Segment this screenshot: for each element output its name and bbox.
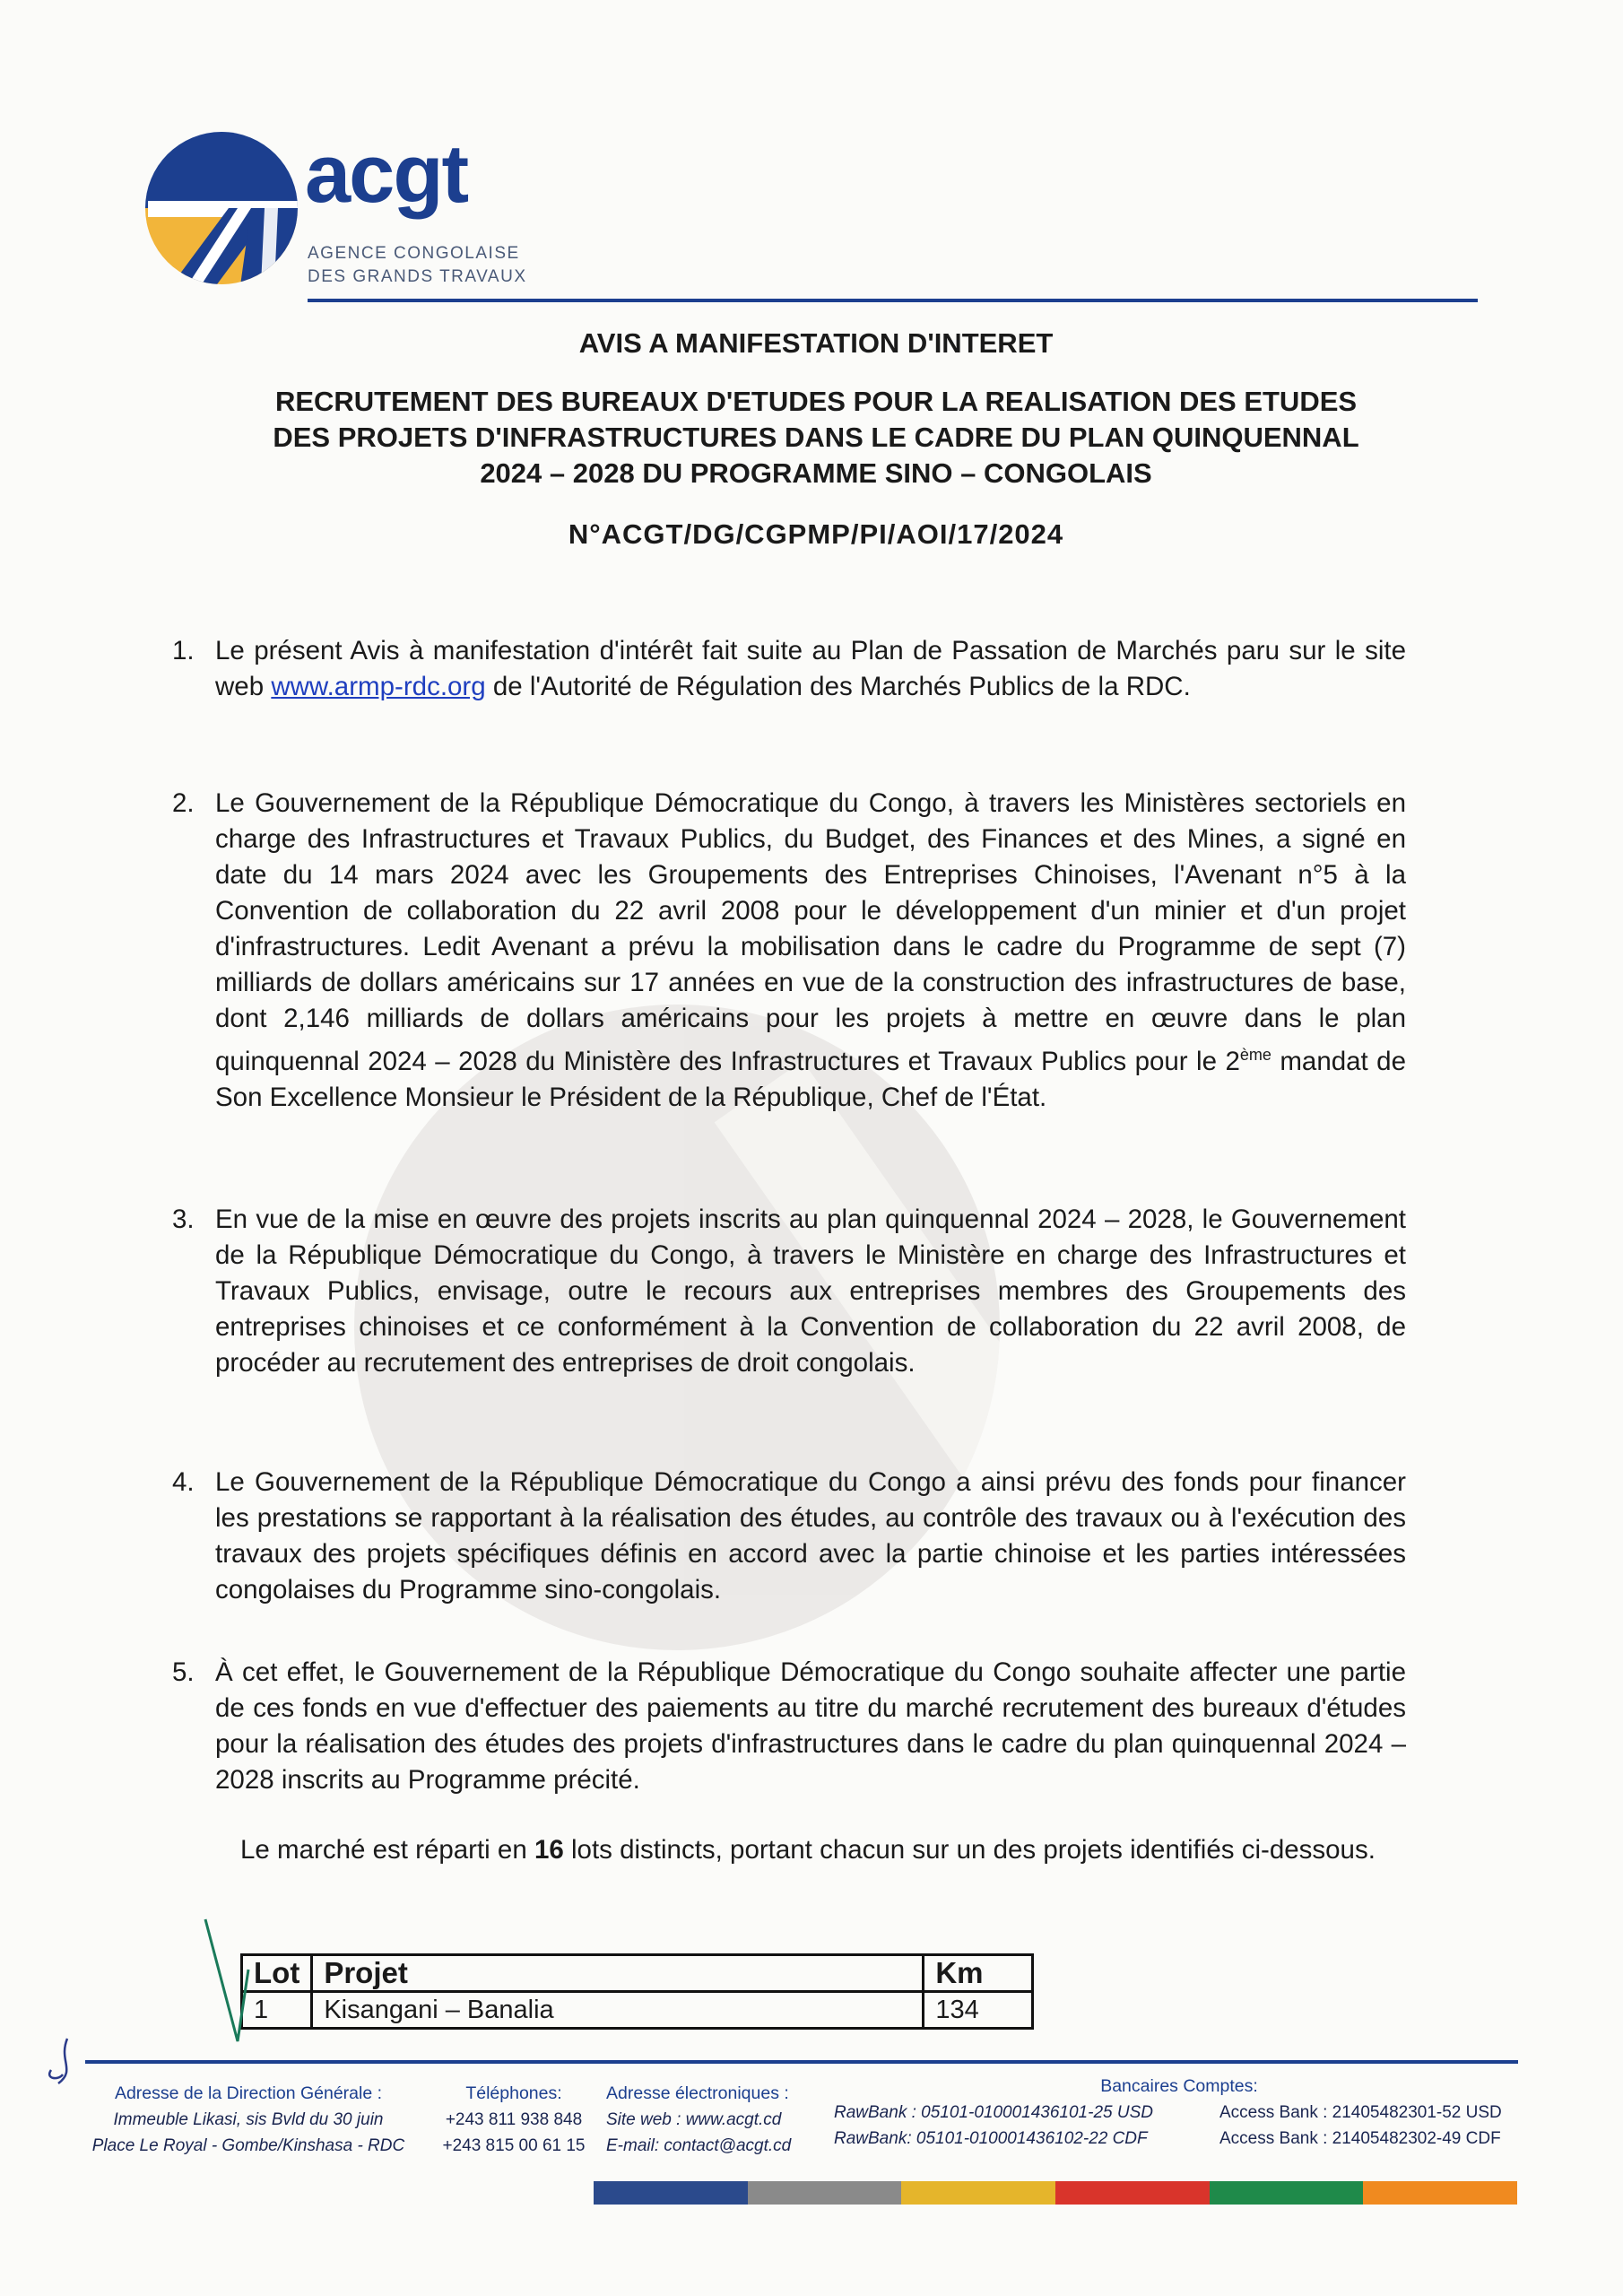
color-segment <box>1363 2181 1517 2205</box>
color-segment <box>594 2181 748 2205</box>
bank-row: RawBank: 05101-010001436102-22 CDF Access Bank : 21405482302-49 CDF <box>834 2129 1501 2148</box>
table-header-row <box>242 1955 1033 1992</box>
footer-electronic: Adresse électroniques : Site web : www.acgt.cd E-mail: contact@acgt.cd <box>606 2083 792 2155</box>
acgt-logo-icon <box>139 126 309 296</box>
paragraph-1: 1. Le présent Avis à manifestation d'intérêt fait suite au Plan de Passation de Marchés paru sur le site web www.armp-rdc.org de l'Autorité de Régulation des Marchés Publics de la RDC. <box>172 636 1406 701</box>
paragraph-2: 2. Le Gouvernement de la République Démocratique du Congo, à travers les Ministères sectoriels en charge des Infrastructures et Travaux Publics, du Budget, des Finances et des Mines, a signé en date du 14 mars 2024 avec les Groupements des Entreprises Chinoises, l'Avenant n°5 à la Convention de collaboration du 22 avril 2008 pour le développement d'un minier et d'un projet d'infrastructures. Ledit Avenant a prévu la mobilisation dans le cadre du Programme de sept (7) milliards de dollars américains sur 17 années en vue de la construction des infrastructures de base, dont 2,146 milliards de dollars américains pour les projets à mettre en œuvre dans le plan quinquennal 2024 – 2028 du Ministère des Infrastructures et Travaux Publics pour le 2ème mandat de Son Excellence Monsieur le Président de la République, Chef de l'État. <box>172 788 1406 1112</box>
header-projet: Projet <box>312 1955 924 1992</box>
color-segment <box>901 2181 1055 2205</box>
cell-lot: 1 <box>242 1992 312 2029</box>
cell-projet: Kisangani – Banalia <box>312 1992 924 2029</box>
paragraph-lots-intro: Le marché est réparti en 16 lots distincts, portant chacun sur un des projets identifiés ci-dessous. <box>240 1835 1376 1865</box>
footer-phones: Téléphones: +243 811 938 848 +243 815 00 61 15 <box>442 2083 586 2155</box>
handwritten-tick-mark <box>202 1916 256 2050</box>
footer-email-link[interactable]: E-mail: contact@acgt.cd <box>606 2136 792 2155</box>
color-segment <box>748 2181 902 2205</box>
bank-row: RawBank : 05101-010001436101-25 USD Access Bank : 21405482301-52 USD <box>834 2103 1502 2122</box>
paragraph-5: 5. À cet effet, le Gouvernement de la République Démocratique du Congo souhaite affecter une partie de ces fonds en vue d'effectuer des paiements au titre du marché recrutement des bureaux d'études pour la réalisation des études des projets d'infrastructures dans le cadre du plan quinquennal 2024 – 2028 inscrits au Programme précité. <box>172 1657 1406 1795</box>
footer-address: Adresse de la Direction Générale : Immeuble Likasi, sis Bvld du 30 juin Place Le Royal - Gombe/Kinshasa - RDC <box>91 2083 405 2155</box>
color-segment <box>1210 2181 1364 2205</box>
header-divider <box>308 299 1478 302</box>
footer-bank-accounts: Bancaires Comptes: RawBank : 05101-010001436101-25 USD Access Bank : 21405482301-52 USD RawBank: 05101-010001436102-22 CDF Access Bank : 21405482302-49 CDF <box>834 2081 1524 2152</box>
subject-title: RECRUTEMENT DES BUREAUX D'ETUDES POUR LA REALISATION DES ETUDES DES PROJETS D'INFRASTRUCTURES DANS LE CADRE DU PLAN QUINQUENNAL 2024 – 2028 DU PROGRAMME SINO – CONGOLAIS <box>273 386 1359 489</box>
header-km: Km <box>924 1955 1033 1992</box>
footer-website-link[interactable]: Site web : www.acgt.cd <box>606 2110 782 2129</box>
notice-title: AVIS A MANIFESTATION D'INTERET <box>578 327 1054 359</box>
paragraph-4: 4. Le Gouvernement de la République Démocratique du Congo a ainsi prévu des fonds pour financer les prestations se rapportant à la réalisation des études, au contrôle des travaux ou à l'exécution des travaux des projets spécifiques définis en accord avec la partie chinoise et les parties intéressées congolaises du Programme sino-congolais. <box>172 1467 1406 1605</box>
color-segment <box>1055 2181 1210 2205</box>
armp-link[interactable]: www.armp-rdc.org <box>271 672 486 701</box>
lots-table <box>240 1953 1034 2030</box>
paragraph-3: 3. En vue de la mise en œuvre des projets inscrits au plan quinquennal 2024 – 2028, le Gouvernement de la République Démocratique du Congo, à travers le Ministère en charge des Infrastructures et Travaux Publics, envisage, outre le recours aux entreprises membres des Groupements des entreprises chinoises et ce conformément à la Convention de collaboration du 22 avril 2008, de procéder au recrutement des entreprises de droit congolais. <box>172 1205 1406 1378</box>
reference-number: N°ACGT/DG/CGPMP/PI/AOI/17/2024 <box>568 518 1064 550</box>
cell-km: 134 <box>924 1992 1033 2029</box>
footer-color-bar <box>594 2181 1517 2205</box>
footer-divider <box>85 2060 1518 2064</box>
logo-wordmark: acgt <box>305 128 468 220</box>
header-lot: Lot <box>242 1955 312 1992</box>
logo-subtitle: AGENCE CONGOLAISE DES GRANDS TRAVAUX <box>308 244 527 286</box>
table-row <box>242 1992 1033 2029</box>
